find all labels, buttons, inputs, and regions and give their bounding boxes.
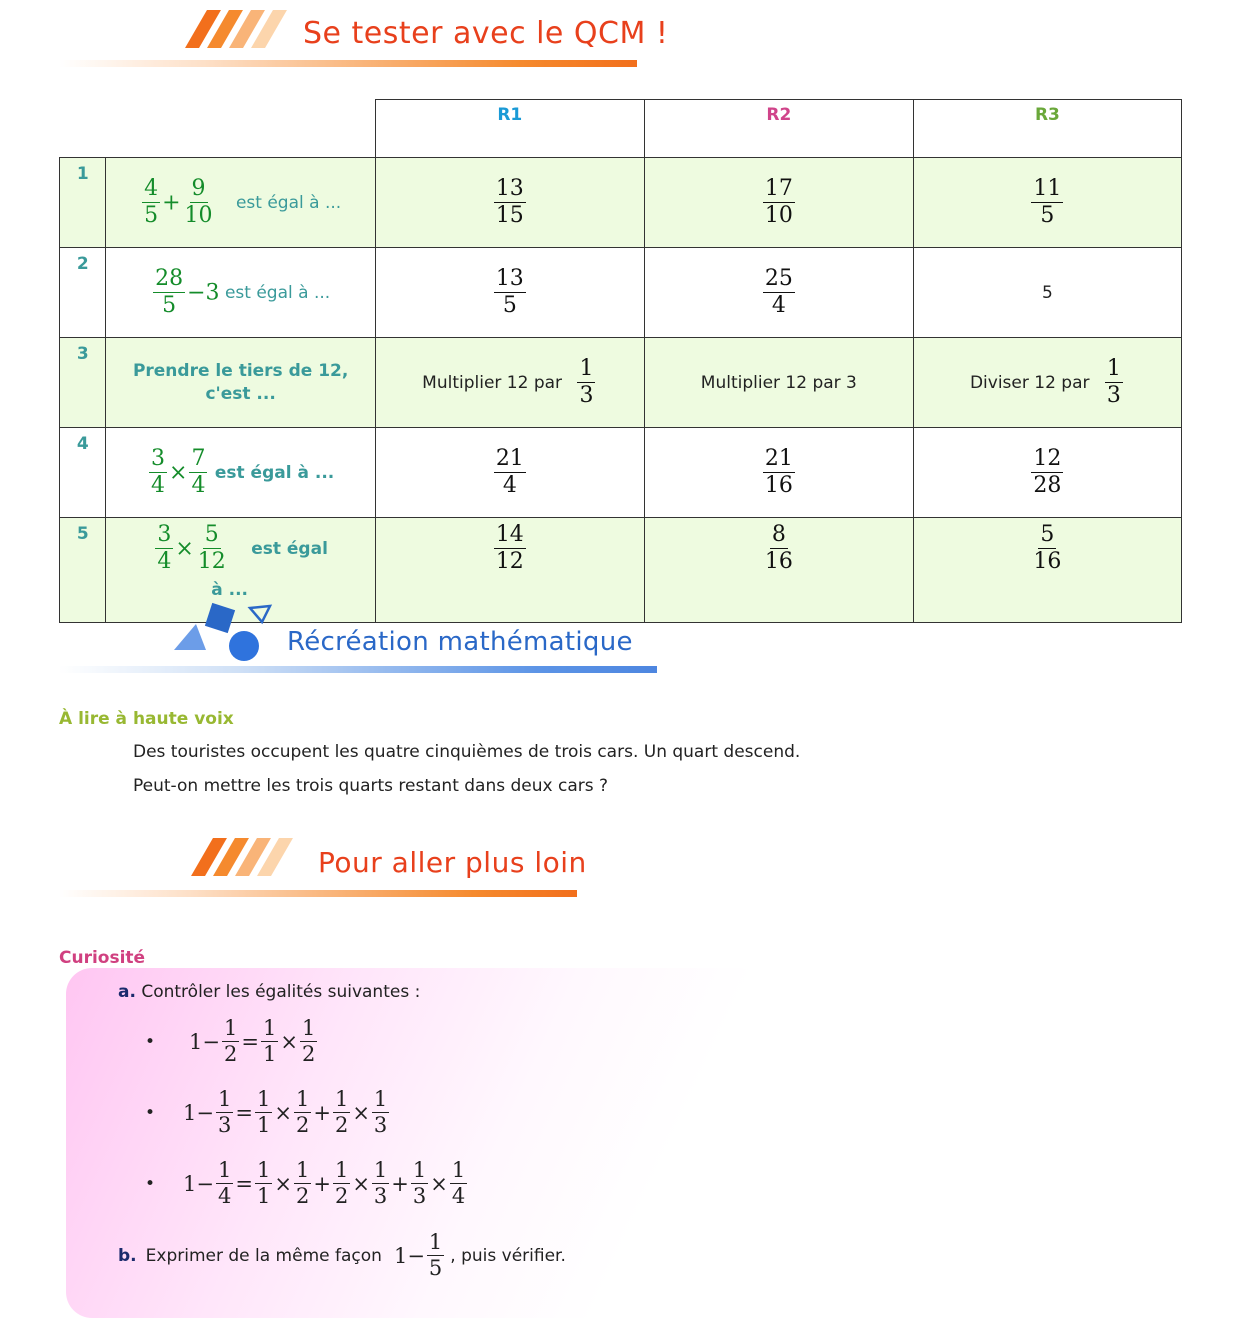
question-cell: $\frac{28}{5}$ −3 est égal à ... — [106, 248, 375, 338]
equality-3: • 1 − $\frac{1}{4}$ = $\frac{1}{1}$ × $\frac{1}{2}$ + $\frac{1}{2}$ × $\frac{1}{3}$ + $\frac{1}{3}$ × $\frac{1}{4}$ — [145, 1158, 466, 1209]
recreation-title: Récréation mathématique — [287, 627, 633, 657]
fraction: $\frac{7}{4}$ — [191, 445, 206, 498]
header-r1: R1 — [375, 100, 644, 158]
answer-r2: $\frac{17}{10}$ — [644, 158, 913, 248]
qcm-table — [59, 99, 1182, 623]
curiosity-label: Curiosité — [59, 948, 146, 968]
answer-r1: $\frac{13}{15}$ — [375, 158, 644, 248]
answer-r1: $\frac{21}{4}$ — [375, 428, 644, 518]
answer-r3: 5 — [913, 248, 1181, 338]
answer-r2: Multiplier 12 par 3 — [644, 338, 913, 428]
further-banner-stripes — [202, 838, 302, 878]
fraction: $\frac{9}{10}$ — [184, 175, 213, 228]
answer-r3: $\frac{12}{28}$ — [913, 428, 1181, 518]
recreation-line-1: Des touristes occupent les quatre cinquièmes de trois cars. Un quart descend. — [133, 742, 801, 762]
header-r3: R3 — [913, 100, 1181, 158]
answer-r3: $\frac{5}{16}$ — [913, 518, 1181, 623]
table-row — [60, 428, 1182, 518]
question-number: 5 — [60, 518, 106, 623]
question-cell: $\frac{3}{4}$ × $\frac{5}{12}$ est égal à ... — [106, 518, 375, 623]
qcm-title: Se tester avec le QCM ! — [303, 16, 669, 51]
question-number: 3 — [60, 338, 106, 428]
further-title: Pour aller plus loin — [318, 846, 587, 879]
equality-1: • 1 − $\frac{1}{2}$ = $\frac{1}{1}$ × $\frac{1}{2}$ — [145, 1016, 316, 1067]
recreation-line-2: Peut-on mettre les trois quarts restant dans deux cars ? — [133, 776, 609, 796]
header-r2: R2 — [644, 100, 913, 158]
table-header-row — [60, 100, 1182, 158]
answer-r2: $\frac{21}{16}$ — [644, 428, 913, 518]
table-row — [60, 248, 1182, 338]
answer-r3: $\frac{11}{5}$ — [913, 158, 1181, 248]
question-cell: $\frac{3}{4}$ × $\frac{7}{4}$ est égal à ... — [106, 428, 375, 518]
recreation-shapes-icon — [170, 600, 275, 662]
question-cell: $\frac{4}{5}$ + $\frac{9}{10}$ est égal à ... — [106, 158, 375, 248]
table-row — [60, 158, 1182, 248]
part-a: a. Contrôler les égalités suivantes : — [118, 982, 421, 1002]
qcm-title-underline — [59, 60, 637, 67]
question-number: 4 — [60, 428, 106, 518]
fraction: $\frac{3}{4}$ — [151, 445, 166, 498]
recreation-title-underline — [59, 666, 657, 673]
answer-r1: Multiplier 12 par $\frac{1}{3}$ — [375, 338, 644, 428]
answer-r1: $\frac{13}{5}$ — [375, 248, 644, 338]
part-b: b. Exprimer de la même façon 1 − $\frac{1}{5}$ , puis vérifier. — [118, 1230, 566, 1281]
fraction: $\frac{3}{4}$ — [157, 522, 172, 575]
answer-r1: $\frac{14}{12}$ — [375, 518, 644, 623]
answer-r2: $\frac{25}{4}$ — [644, 248, 913, 338]
fraction: $\frac{5}{12}$ — [197, 522, 226, 575]
table-row — [60, 338, 1182, 428]
fraction: $\frac{28}{5}$ — [155, 265, 184, 318]
question-cell: Prendre le tiers de 12, c'est ... — [106, 338, 375, 428]
question-number: 2 — [60, 248, 106, 338]
read-aloud-label: À lire à haute voix — [59, 709, 234, 729]
answer-r3: Diviser 12 par $\frac{1}{3}$ — [913, 338, 1181, 428]
further-title-underline — [59, 890, 577, 897]
fraction: $\frac{4}{5}$ — [144, 175, 159, 228]
answer-r2: $\frac{8}{16}$ — [644, 518, 913, 623]
equality-2: • 1 − $\frac{1}{3}$ = $\frac{1}{1}$ × $\frac{1}{2}$ + $\frac{1}{2}$ × $\frac{1}{3}$ — [145, 1087, 388, 1138]
qcm-banner-stripes — [196, 10, 296, 50]
question-number: 1 — [60, 158, 106, 248]
